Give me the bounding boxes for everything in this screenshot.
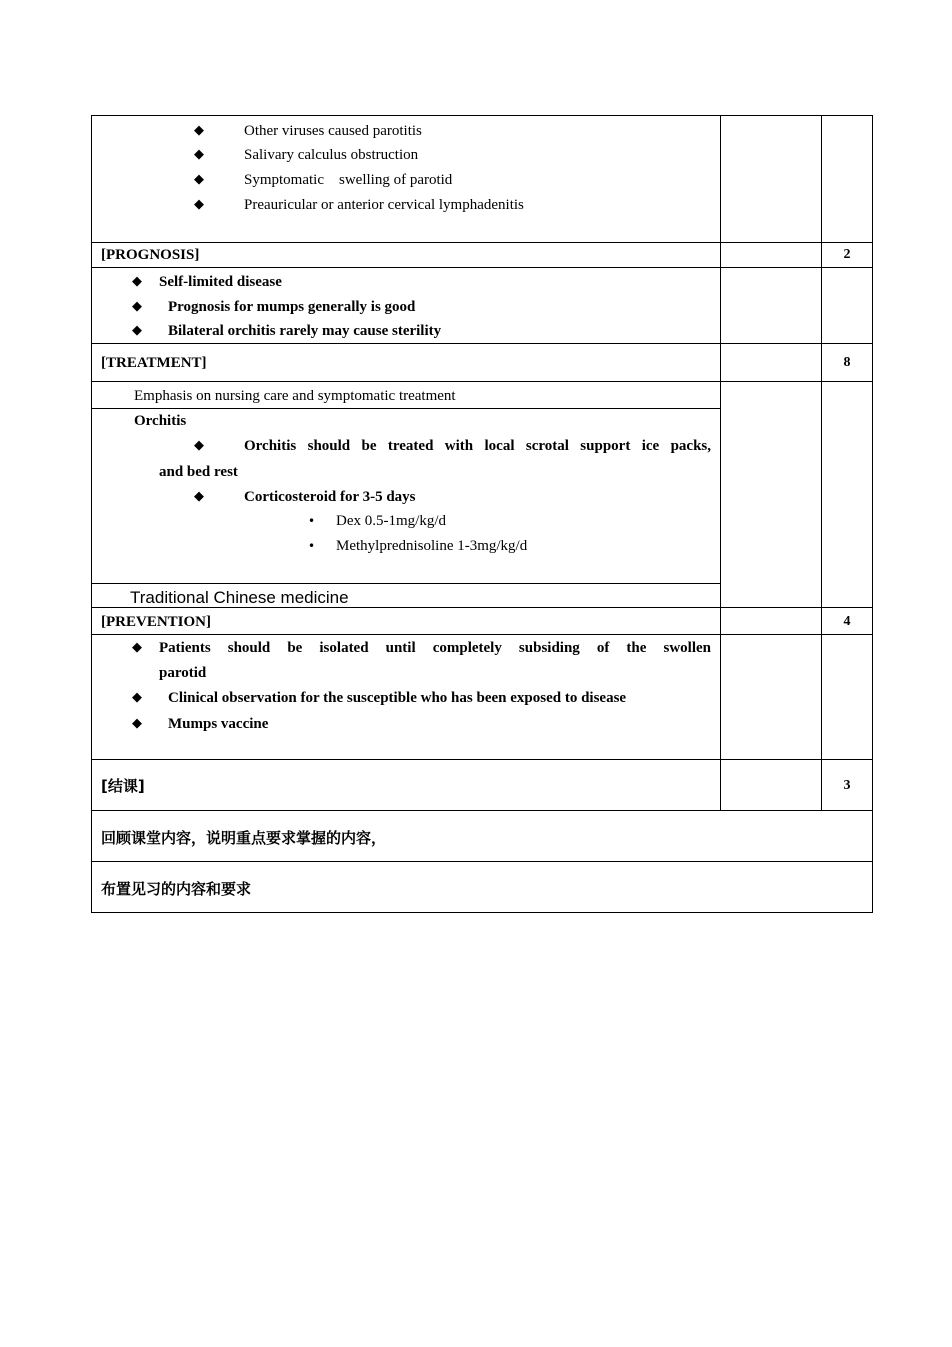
row-divider [92, 242, 872, 243]
column-divider [821, 116, 822, 810]
summary-heading: [结课] [101, 777, 145, 795]
lesson-plan-table [91, 115, 873, 913]
dose-item: Methylprednisoline 1-3mg/kg/d [336, 538, 528, 554]
row-divider [92, 408, 720, 409]
diamond-bullet-icon: ◆ [194, 489, 204, 504]
differential-item: Preauricular or anterior cervical lymphadenitis [244, 197, 524, 213]
orchitis-item: Orchitis should be treated with local scrotal support ice packs, [244, 438, 711, 454]
prognosis-item: Self-limited disease [159, 274, 282, 290]
row-divider [92, 810, 872, 811]
prevention-item: Mumps vaccine [168, 716, 269, 732]
diamond-bullet-icon: ◆ [132, 299, 142, 314]
diamond-bullet-icon: ◆ [194, 438, 204, 453]
prevention-item-continued: parotid [159, 665, 207, 681]
prognosis-item: Bilateral orchitis rarely may cause sterility [168, 323, 442, 339]
treatment-heading: [TREATMENT] [101, 355, 207, 371]
review-text: 回顾课堂内容，说明重点要求掌握的内容， [101, 829, 387, 847]
prevention-item: Patients should be isolated until completely subsiding of the swollen [159, 640, 711, 656]
diamond-bullet-icon: ◆ [132, 690, 142, 705]
dose-item: Dex 0.5-1mg/kg/d [336, 513, 446, 529]
column-divider [720, 116, 721, 810]
row-divider [92, 861, 872, 862]
orchitis-label: Orchitis [134, 413, 187, 429]
diamond-bullet-icon: ◆ [132, 274, 142, 289]
treatment-minutes: 8 [843, 355, 851, 370]
row-divider [92, 381, 872, 382]
diamond-bullet-icon: ◆ [194, 197, 204, 212]
differential-item: Other viruses caused parotitis [244, 123, 422, 139]
prognosis-heading: [PROGNOSIS] [101, 247, 200, 263]
row-divider [92, 634, 872, 635]
orchitis-item: Corticosteroid for 3-5 days [244, 489, 416, 505]
prevention-minutes: 4 [843, 614, 851, 629]
prevention-item: Clinical observation for the susceptible who has been exposed to disease [168, 690, 627, 706]
prognosis-minutes: 2 [843, 247, 851, 262]
row-divider [92, 343, 872, 344]
prevention-heading: [PREVENTION] [101, 614, 212, 630]
dot-bullet-icon: • [308, 514, 316, 528]
diamond-bullet-icon: ◆ [194, 147, 204, 162]
tcm-label: Traditional Chinese medicine [130, 588, 349, 607]
prognosis-item: Prognosis for mumps generally is good [168, 299, 416, 315]
row-divider [92, 759, 872, 760]
assignment-text: 布置见习的内容和要求 [101, 880, 252, 898]
differential-item: Symptomatic swelling of parotid [244, 172, 453, 188]
diamond-bullet-icon: ◆ [194, 123, 204, 138]
diamond-bullet-icon: ◆ [132, 640, 142, 655]
row-divider [92, 267, 872, 268]
differential-item: Salivary calculus obstruction [244, 147, 419, 163]
treatment-emphasis: Emphasis on nursing care and symptomatic treatment [134, 388, 456, 404]
diamond-bullet-icon: ◆ [132, 323, 142, 338]
diamond-bullet-icon: ◆ [132, 716, 142, 731]
diamond-bullet-icon: ◆ [194, 172, 204, 187]
dot-bullet-icon: • [308, 539, 316, 553]
orchitis-item-continued: and bed rest [159, 464, 238, 480]
summary-minutes: 3 [843, 778, 851, 793]
row-divider [92, 583, 720, 584]
